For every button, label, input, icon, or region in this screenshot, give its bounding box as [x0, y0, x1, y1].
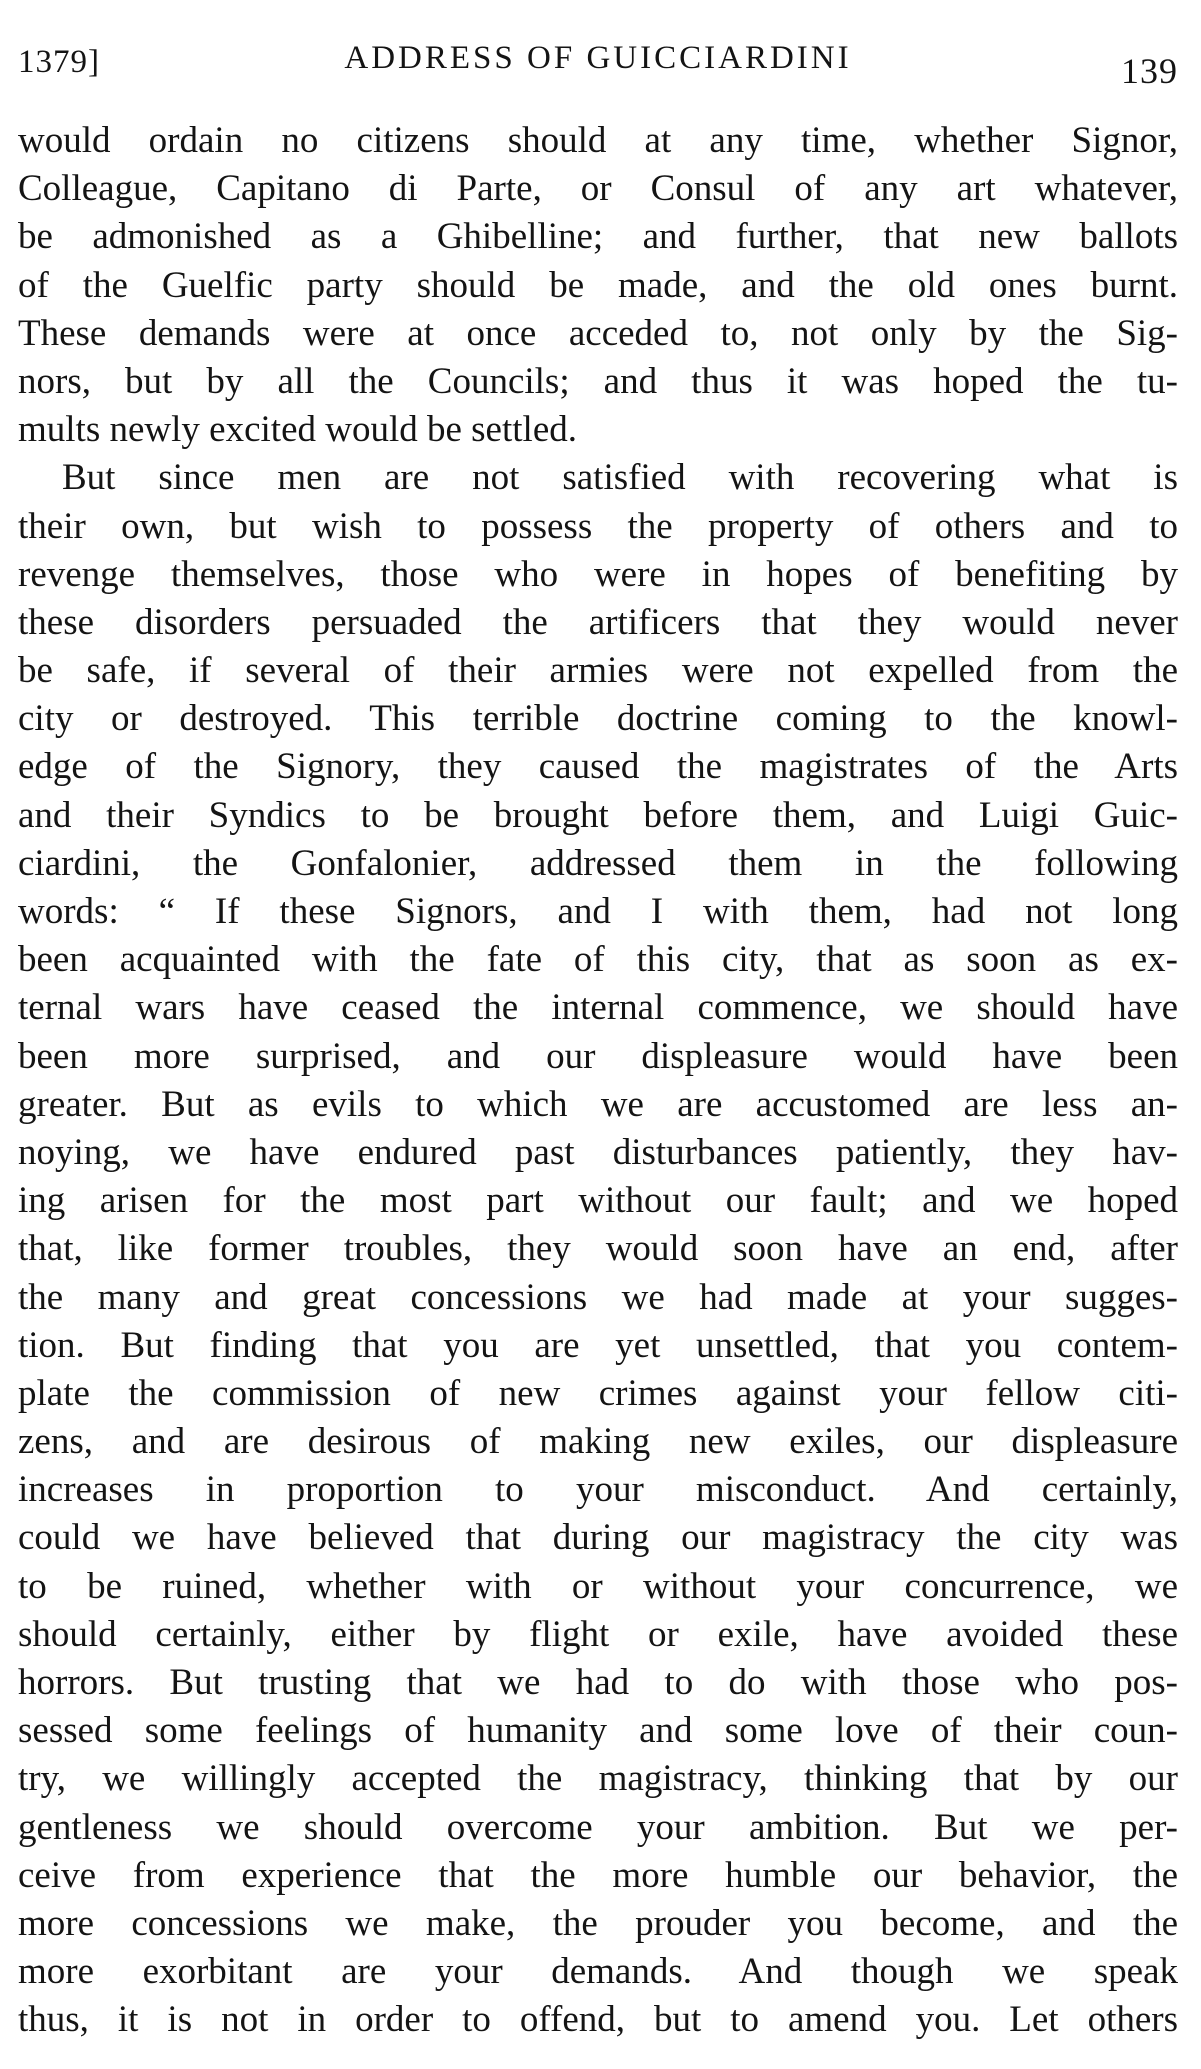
text-line: ceive from experience that the more humble our behavior, the	[18, 1854, 1178, 1896]
text-line: be admonished as a Ghibelline; and further, that new ballots	[18, 216, 1178, 258]
text-line: noying, we have endured past disturbances patiently, they hav-	[18, 1131, 1178, 1173]
header-title: ADDRESS OF GUICCIARDINI	[344, 40, 852, 76]
text-line: But since men are not satisfied with recovering what is	[62, 457, 1178, 499]
text-line: could we have believed that during our magistracy the city was	[18, 1517, 1178, 1559]
page-number: 139	[1121, 51, 1178, 91]
text-line: These demands were at once acceded to, not only by the Sig-	[18, 312, 1178, 354]
text-line: the many and great concessions we had made at your sugges-	[18, 1276, 1178, 1318]
text-line: these disorders persuaded the artificers that they would never	[18, 601, 1178, 643]
text-line: ciardini, the Gonfalonier, addressed them in the following	[18, 842, 1178, 884]
text-line: zens, and are desirous of making new exiles, our displeasure	[18, 1421, 1178, 1463]
paragraph	[18, 454, 1178, 2044]
text-line: should certainly, either by flight or exile, have avoided these	[18, 1613, 1178, 1655]
running-head	[18, 40, 1178, 90]
text-line: be safe, if several of their armies were not expelled from the	[18, 650, 1178, 692]
text-line: ternal wars have ceased the internal commence, we should have	[18, 987, 1178, 1029]
text-line: and their Syndics to be brought before them, and Luigi Guic-	[18, 794, 1178, 836]
text-line: tion. But finding that you are yet unsettled, that you contem-	[18, 1324, 1178, 1366]
text-line: greater. But as evils to which we are accustomed are less an-	[18, 1083, 1178, 1125]
text-line: words: “ If these Signors, and I with them, had not long	[18, 891, 1178, 932]
text-line: more concessions we make, the prouder you become, and the	[18, 1902, 1178, 1944]
text-line: plate the commission of new crimes against your fellow citi-	[18, 1372, 1178, 1414]
text-line: would ordain no citizens should at any time, whether Signor,	[18, 120, 1178, 161]
text-line: horrors. But trusting that we had to do with those who pos-	[18, 1662, 1178, 1703]
text-line: their own, but wish to possess the property of others and to	[18, 505, 1178, 547]
text-line: city or destroyed. This terrible doctrine coming to the knowl-	[18, 698, 1178, 740]
text-line: edge of the Signory, they caused the magistrates of the Arts	[18, 746, 1178, 788]
text-line: been more surprised, and our displeasure would have been	[18, 1035, 1178, 1077]
text-line: gentleness we should overcome your ambition. But we per-	[18, 1806, 1178, 1848]
text-line: of the Guelfic party should be made, and the old ones burnt.	[18, 264, 1178, 306]
text-line: nors, but by all the Councils; and thus it was hoped the tu-	[18, 360, 1178, 402]
text-line: thus, it is not in order to offend, but to amend you. Let others	[18, 1999, 1178, 2041]
book-page	[18, 0, 1178, 2069]
text-line: increases in proportion to your misconduct. And certainly,	[18, 1469, 1178, 1511]
text-line: Colleague, Capitano di Parte, or Consul of any art whatever,	[18, 168, 1178, 210]
text-line: sessed some feelings of humanity and some love of their coun-	[18, 1710, 1178, 1752]
text-line: ing arisen for the most part without our fault; and we hoped	[18, 1180, 1178, 1222]
body-text	[18, 117, 1178, 2045]
header-year: 1379]	[18, 44, 100, 80]
text-line: mults newly excited would be settled.	[18, 409, 577, 451]
text-line: to be ruined, whether with or without your concurrence, we	[18, 1565, 1178, 1607]
text-line: more exorbitant are your demands. And though we speak	[18, 1951, 1178, 1993]
text-line: that, like former troubles, they would soon have an end, after	[18, 1228, 1178, 1270]
text-line: been acquainted with the fate of this city, that as soon as ex-	[18, 939, 1178, 981]
paragraph	[18, 117, 1178, 454]
text-line: revenge themselves, those who were in hopes of benefiting by	[18, 553, 1178, 595]
text-line: try, we willingly accepted the magistracy, thinking that by our	[18, 1758, 1178, 1800]
